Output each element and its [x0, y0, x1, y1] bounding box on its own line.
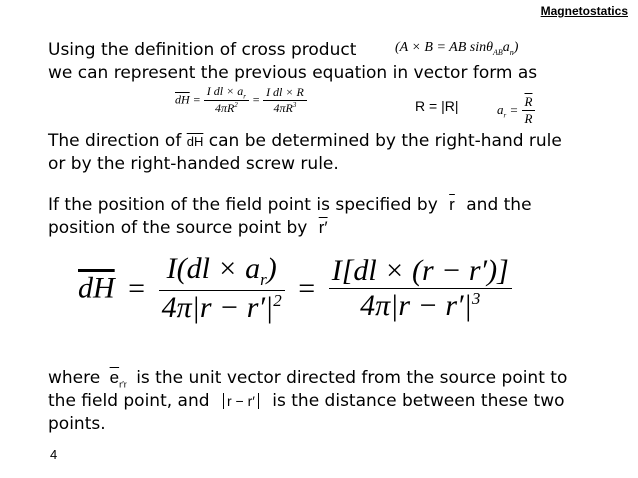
- text-line-5b: and the: [466, 195, 532, 215]
- text-line-7a: where: [48, 368, 101, 388]
- eq1-lhs: $\overline{dH}$: [175, 92, 190, 107]
- e-symbol: $\overline{e}$: [109, 368, 120, 387]
- text-line-5: [48, 195, 532, 215]
- eq1-num1-sub: r: [243, 92, 246, 101]
- unit-vector-definition: [497, 94, 535, 127]
- text-line-5a: If the position of the field point is specified by: [48, 195, 438, 215]
- position-vector-equation: [78, 252, 512, 325]
- big-num1-sub: r: [260, 270, 267, 289]
- ar-num: $\overline{R}$: [524, 94, 533, 109]
- big-den1-pow: 2: [273, 291, 282, 310]
- text-line-4: or by the right-handed screw rule.: [48, 154, 339, 174]
- text-line-7: [48, 368, 567, 389]
- eq1-num2: I dl × R: [266, 84, 304, 99]
- page-number: 4: [50, 447, 58, 462]
- big-den2-pow: 3: [471, 289, 481, 308]
- big-num1: I(dl × a: [166, 252, 261, 285]
- text-line-8a: the field point, and: [48, 391, 210, 411]
- distance-magnitude: r − r′: [223, 393, 259, 409]
- big-num2: I[dl × (r − r′)]: [331, 254, 509, 287]
- text-line-2: we can represent the previous equation in vector form as: [48, 63, 538, 83]
- unit-vector-inline: [109, 368, 127, 390]
- text-line-8b: is the distance between these two: [272, 391, 565, 411]
- eq1-num1: I dl × a: [206, 84, 244, 98]
- text-line-6: [48, 218, 328, 238]
- big-lhs: $\overline{dH}$: [78, 271, 115, 305]
- eq1-den1-pow: 2: [234, 101, 238, 110]
- eq1-fraction-2: [263, 85, 307, 116]
- big-fraction-2: [329, 254, 512, 323]
- big-den2: 4π|r − r′|: [360, 289, 472, 322]
- eq1-den1: 4πR: [214, 101, 235, 116]
- eq1-equals-2: =: [251, 92, 261, 107]
- section-title: Magnetostatics: [540, 4, 628, 18]
- ar-sub: r: [503, 111, 507, 120]
- big-fraction-1: [159, 252, 285, 325]
- text-line-6-text: position of the source point by: [48, 218, 308, 238]
- ar-symbol: a: [497, 101, 504, 117]
- big-equals-1: =: [128, 271, 146, 305]
- eq1-equals-1: =: [192, 92, 201, 107]
- cross-def-main: (A × B = AB sinθ: [395, 40, 493, 55]
- text-line-3: [48, 131, 562, 151]
- cross-product-definition: [395, 40, 518, 57]
- text-line-1: Using the definition of cross product: [48, 40, 357, 60]
- cross-def-tail-sub: n: [509, 47, 514, 57]
- ar-den: R: [522, 110, 536, 127]
- eq1-den2-pow: 3: [292, 100, 297, 109]
- cross-def-tail: a: [502, 40, 510, 55]
- dh-inline: $\overline{dH}$: [186, 134, 204, 149]
- eq1-fraction-1: [204, 84, 249, 116]
- text-line-3b: can be determined by the right-hand rule: [208, 131, 562, 151]
- text-line-3a: The direction of: [48, 131, 182, 151]
- text-line-8: [48, 391, 565, 411]
- rprime-symbol-inline: r′: [318, 218, 328, 237]
- ar-equals: =: [509, 102, 519, 118]
- big-den1: 4π|r − r′|: [161, 291, 274, 324]
- big-equals-2: =: [298, 271, 316, 305]
- cross-def-close: ): [513, 40, 519, 55]
- vector-biot-savart-equation: [175, 84, 307, 116]
- ar-fraction: [522, 94, 536, 127]
- text-line-9: points.: [48, 414, 106, 434]
- big-num1-close: ): [266, 252, 277, 285]
- r-magnitude-definition: R = |R|: [415, 98, 459, 114]
- text-line-7b: is the unit vector directed from the source point to: [136, 368, 568, 388]
- e-sub: r′r: [119, 379, 127, 390]
- cross-def-sub: AB: [492, 47, 503, 57]
- eq1-den2: 4πR: [273, 100, 293, 115]
- r-symbol-inline: $\overline{r}$: [449, 195, 455, 214]
